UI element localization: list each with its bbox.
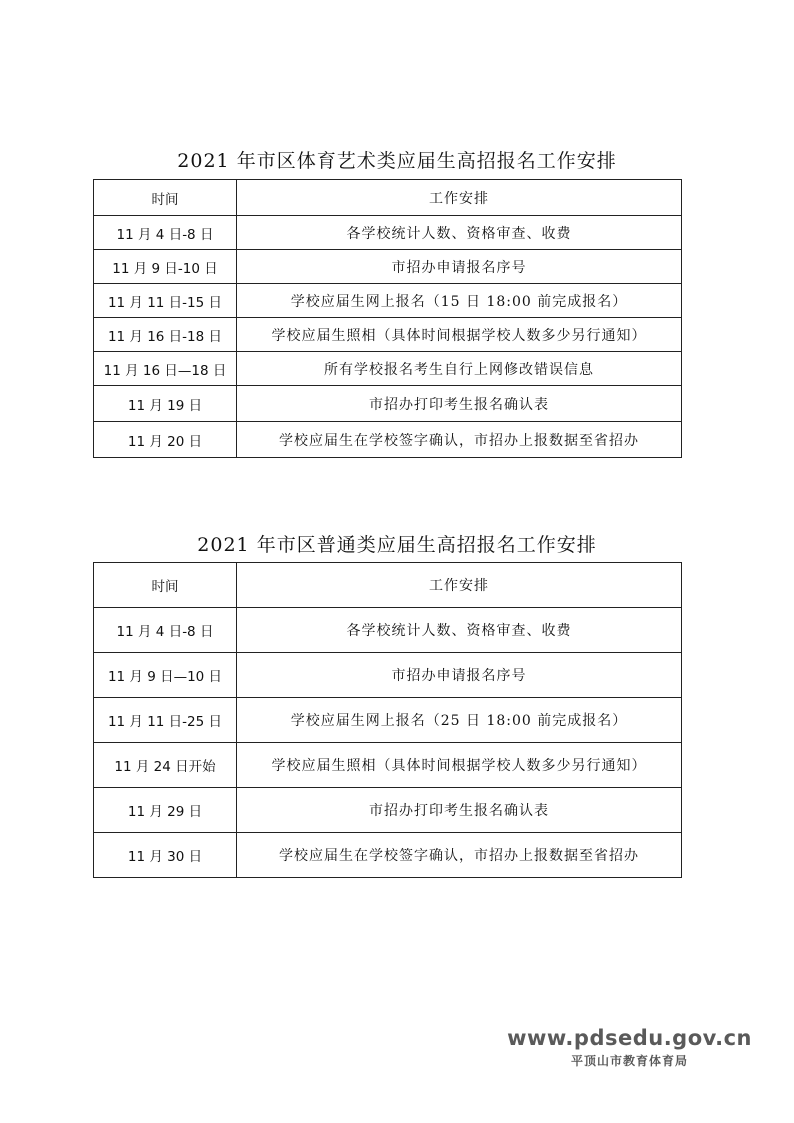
table-row bbox=[94, 698, 682, 743]
time-cell: 时间 bbox=[94, 180, 237, 216]
time-cell: 11 月 4 日-8 日 bbox=[94, 608, 237, 653]
table-title-sports-arts: 2021 年市区体育艺术类应届生高招报名工作安排 bbox=[177, 150, 617, 172]
table-row bbox=[94, 352, 682, 386]
task-cell: 市招办打印考生报名确认表 bbox=[237, 386, 682, 422]
table-row bbox=[94, 653, 682, 698]
watermark-org: 平顶山市教育体育局 bbox=[571, 1054, 689, 1068]
task-cell: 学校应届生照相（具体时间根据学校人数多少另行通知） bbox=[237, 318, 682, 352]
task-cell: 学校应届生网上报名（15 日 18:00 前完成报名） bbox=[237, 284, 682, 318]
schedule-table-general bbox=[93, 562, 682, 878]
task-cell: 市招办申请报名序号 bbox=[237, 250, 682, 284]
table-row bbox=[94, 318, 682, 352]
time-cell: 11 月 20 日 bbox=[94, 422, 237, 458]
table-row bbox=[94, 743, 682, 788]
task-cell: 工作安排 bbox=[237, 563, 682, 608]
table-row bbox=[94, 250, 682, 284]
watermark bbox=[507, 1026, 752, 1069]
time-cell: 11 月 30 日 bbox=[94, 833, 237, 878]
table-row bbox=[94, 608, 682, 653]
time-cell: 11 月 11 日-25 日 bbox=[94, 698, 237, 743]
task-cell: 各学校统计人数、资格审查、收费 bbox=[237, 608, 682, 653]
task-cell: 学校应届生照相（具体时间根据学校人数多少另行通知） bbox=[237, 743, 682, 788]
task-cell: 各学校统计人数、资格审查、收费 bbox=[237, 216, 682, 250]
table-row bbox=[94, 422, 682, 458]
task-cell: 学校应届生网上报名（25 日 18:00 前完成报名） bbox=[237, 698, 682, 743]
schedule-table-sports-arts bbox=[93, 179, 682, 458]
time-cell: 11 月 16 日—18 日 bbox=[94, 352, 237, 386]
table-row bbox=[94, 216, 682, 250]
watermark-url: www.pdsedu.gov.cn bbox=[507, 1026, 752, 1050]
table-row bbox=[94, 284, 682, 318]
table-row bbox=[94, 788, 682, 833]
time-cell: 11 月 24 日开始 bbox=[94, 743, 237, 788]
time-cell: 11 月 9 日-10 日 bbox=[94, 250, 237, 284]
time-cell: 11 月 11 日-15 日 bbox=[94, 284, 237, 318]
table-title-general: 2021 年市区普通类应届生高招报名工作安排 bbox=[197, 534, 597, 556]
task-cell: 市招办打印考生报名确认表 bbox=[237, 788, 682, 833]
time-cell: 11 月 29 日 bbox=[94, 788, 237, 833]
time-cell: 11 月 16 日-18 日 bbox=[94, 318, 237, 352]
task-cell: 学校应届生在学校签字确认，市招办上报数据至省招办 bbox=[237, 833, 682, 878]
table-header-row bbox=[94, 180, 682, 216]
time-cell: 时间 bbox=[94, 563, 237, 608]
table-header-row bbox=[94, 563, 682, 608]
table-row bbox=[94, 833, 682, 878]
time-cell: 11 月 9 日—10 日 bbox=[94, 653, 237, 698]
task-cell: 所有学校报名考生自行上网修改错误信息 bbox=[237, 352, 682, 386]
time-cell: 11 月 4 日-8 日 bbox=[94, 216, 237, 250]
time-cell: 11 月 19 日 bbox=[94, 386, 237, 422]
task-cell: 学校应届生在学校签字确认，市招办上报数据至省招办 bbox=[237, 422, 682, 458]
task-cell: 工作安排 bbox=[237, 180, 682, 216]
task-cell: 市招办申请报名序号 bbox=[237, 653, 682, 698]
table-row bbox=[94, 386, 682, 422]
